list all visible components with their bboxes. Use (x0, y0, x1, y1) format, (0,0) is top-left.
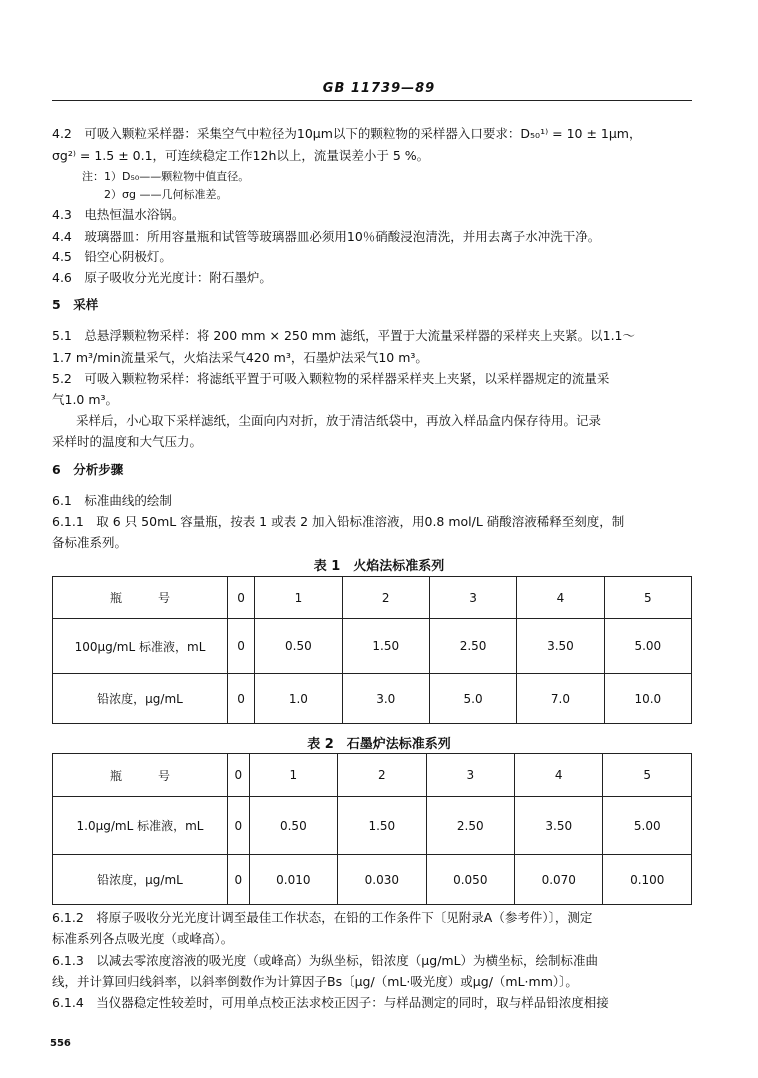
table-cell: 0.010 (249, 855, 337, 905)
table-cell: 0.070 (515, 855, 603, 905)
table-cell: 3 (429, 577, 516, 619)
table-cell: 1.50 (342, 619, 429, 674)
table-cell: 5.00 (604, 619, 691, 674)
standard-number-header: GB 11739—89 (322, 81, 436, 96)
section-6-heading: 6 分析步骤 (52, 462, 124, 477)
item-5-2: 5.2 可吸入颗粒物采样：将滤纸平置于可吸入颗粒物的采样器采样夹上夹紧，以采样器规定的流量采 (52, 371, 610, 386)
table-cell: 0 (228, 797, 250, 855)
table1-title: 表 1 火焰法标准系列 (313, 559, 445, 574)
item-5-2-cont: 气1.0 m³。 (52, 392, 119, 407)
item-6-1-2: 6.1.2 将原子吸收分光光度计调至最佳工作状态，在铅的工作条件下〔见附录A（参考件）〕，测定 (52, 910, 593, 925)
item-5-1-cont: 1.7 m³/min流量采气，火焰法采气420 m³，石墨炉法采气10 m³。 (52, 350, 428, 365)
item-4-2: 4.2 可吸入颗粒采样器：采集空气中粒径为10μm以下的颗粒物的采样器入口要求：D₅₀¹⁾ = 10 ± 1μm， (52, 126, 642, 141)
table-cell: 1 (249, 754, 337, 797)
table2-row1-label: 1.0μg/mL 标准液，mL (53, 797, 228, 855)
table-cell: 2.50 (426, 797, 514, 855)
table-cell: 0 (228, 754, 250, 797)
table-cell: 5.00 (603, 797, 692, 855)
section-5-heading: 5 采样 (52, 297, 99, 312)
table-cell: 0.030 (338, 855, 426, 905)
page-number: 556 (50, 1038, 71, 1049)
table-cell: 10.0 (604, 674, 691, 724)
item-4-4: 4.4 玻璃器皿：所用容量瓶和试管等玻璃器皿必须用10％硝酸浸泡清洗，并用去离子水冲洗干净。 (52, 229, 601, 244)
table-cell: 1.0 (255, 674, 342, 724)
note-1: 注：1）D₅₀——颗粒物中值直径。 (82, 170, 250, 183)
table-cell: 5 (603, 754, 692, 797)
table-cell: 7.0 (517, 674, 604, 724)
item-6-1-4: 6.1.4 当仪器稳定性较差时，可用单点校正法求校正因子：与样品测定的同时，取与样品铅浓度相接 (52, 995, 609, 1010)
table-row (53, 754, 692, 797)
table-row (53, 619, 692, 674)
table2-row2-label: 铅浓度，μg/mL (53, 855, 228, 905)
item-6-1-3: 6.1.3 以减去零浓度溶液的吸光度（或峰高）为纵坐标，铅浓度（μg/mL）为横坐标，绘制标准曲 (52, 953, 599, 968)
table-row (53, 577, 692, 619)
table-cell: 3.50 (517, 619, 604, 674)
table-cell: 3.50 (515, 797, 603, 855)
item-6-1-1-cont: 备标准系列。 (52, 535, 128, 550)
table-cell: 1.50 (338, 797, 426, 855)
table1-row1-label: 100μg/mL 标准液，mL (53, 619, 228, 674)
table-row (53, 797, 692, 855)
paragraph-sampling: 采样后，小心取下采样滤纸，尘面向内对折，放于清洁纸袋中，再放入样品盒内保存待用。记录 (76, 413, 602, 428)
table2-title: 表 2 石墨炉法标准系列 (307, 737, 451, 752)
table-cell: 4 (517, 577, 604, 619)
item-5-1: 5.1 总悬浮颗粒物采样：将 200 mm × 250 mm 滤纸，平置于大流量采样器的采样夹上夹紧。以1.1～ (52, 328, 635, 343)
table-cell: 0.50 (255, 619, 342, 674)
table-cell: 5 (604, 577, 691, 619)
table-cell: 2.50 (429, 619, 516, 674)
item-6-1: 6.1 标准曲线的绘制 (52, 493, 172, 508)
table-cell: 2 (338, 754, 426, 797)
table-cell: 0 (228, 855, 250, 905)
item-6-1-3-cont: 线，并计算回归线斜率，以斜率倒数作为计算因子Bs〔μg/（mL·吸光度）或μg/（mL·mm）〕。 (52, 974, 578, 989)
table1-row2-label: 铅浓度，μg/mL (53, 674, 228, 724)
table-cell: 0.100 (603, 855, 692, 905)
item-4-2-cont: σg²⁾ = 1.5 ± 0.1，可连续稳定工作12h以上，流量误差小于 5 %。 (52, 148, 430, 163)
table-cell: 0.050 (426, 855, 514, 905)
item-4-3: 4.3 电热恒温水浴锅。 (52, 207, 185, 222)
item-6-1-1: 6.1.1 取 6 只 50mL 容量瓶，按表 1 或表 2 加入铅标准溶液，用0.8 mol/L 硝酸溶液稀释至刻度，制 (52, 514, 625, 529)
table1 (52, 576, 692, 724)
table-cell: 4 (515, 754, 603, 797)
table-cell: 0 (228, 619, 255, 674)
table-cell: 0 (228, 577, 255, 619)
table-cell: 3 (426, 754, 514, 797)
table-cell: 3.0 (342, 674, 429, 724)
table-row (53, 855, 692, 905)
table2 (52, 753, 692, 905)
paragraph-sampling-cont: 采样时的温度和大气压力。 (52, 434, 203, 449)
table-row (53, 674, 692, 724)
note-2: 2）σg ——几何标准差。 (104, 188, 228, 201)
table-cell: 0.50 (249, 797, 337, 855)
table-cell: 5.0 (429, 674, 516, 724)
table2-header-label: 瓶 号 (53, 754, 228, 797)
table-cell: 1 (255, 577, 342, 619)
item-4-6: 4.6 原子吸收分光光度计：附石墨炉。 (52, 270, 272, 285)
item-6-1-2-cont: 标准系列各点吸光度（或峰高）。 (52, 931, 234, 946)
header-rule (52, 100, 692, 101)
table-cell: 2 (342, 577, 429, 619)
table1-header-label: 瓶 号 (53, 577, 228, 619)
item-4-5: 4.5 铅空心阴极灯。 (52, 249, 172, 264)
table-cell: 0 (228, 674, 255, 724)
